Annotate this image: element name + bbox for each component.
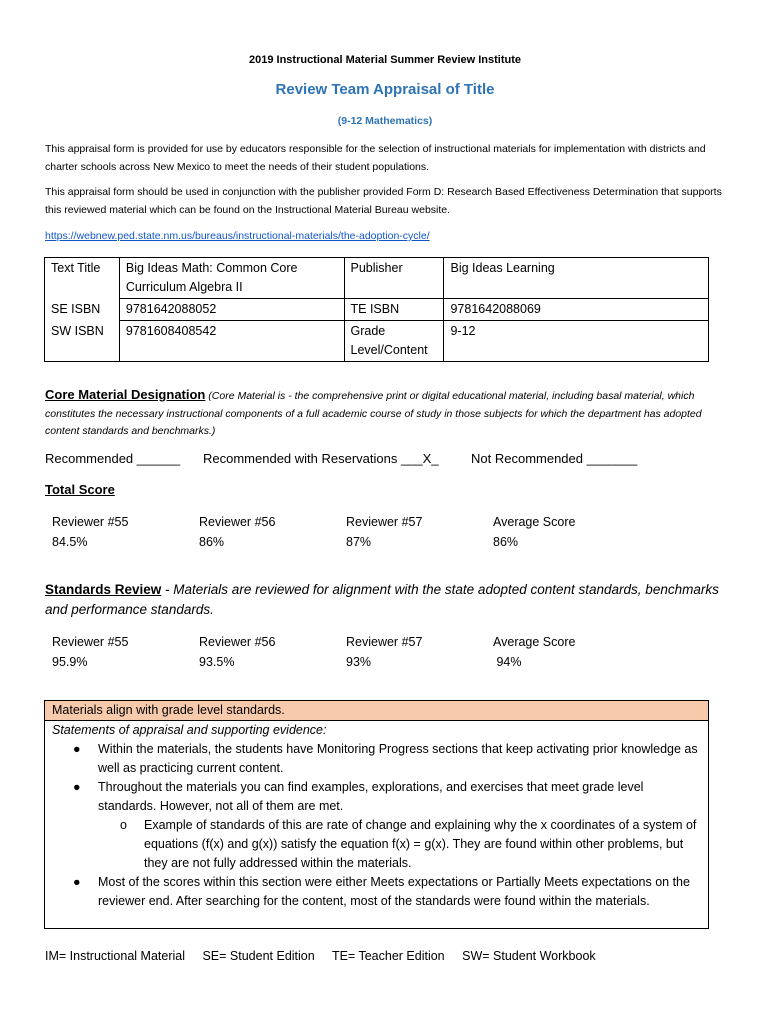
total-score-reviewer-57 — [346, 512, 422, 552]
footer-im: IM= Instructional Material — [45, 949, 185, 963]
adoption-cycle-link[interactable]: https://webnew.ped.state.nm.us/bureaus/instructional-materials/the-adoption-cycle/ — [45, 230, 430, 242]
recommended-option: Recommended ______ — [45, 451, 181, 466]
te-isbn-label: TE ISBN — [344, 299, 444, 321]
score-value: 93% — [346, 655, 372, 669]
score-value: 86% — [199, 535, 225, 549]
evidence-box — [44, 700, 709, 929]
list-item — [73, 873, 698, 911]
core-designation-heading: Core Material Designation — [45, 387, 206, 402]
intro-paragraph-2: This appraisal form should be used in conjunction with the publisher provided Form D: Research Based Effectiveness Determination that supports this reviewed material which can be found on the Instructional Material Bureau website. — [45, 186, 722, 216]
score-value: 84.5% — [52, 535, 88, 549]
score-label: Reviewer #56 — [199, 635, 276, 649]
score-label: Reviewer #56 — [199, 515, 276, 529]
sw-isbn-value: 9781608408542 — [119, 321, 344, 362]
footer-se: SE= Student Edition — [202, 949, 315, 963]
evidence-box-heading: Materials align with grade level standards. — [45, 701, 708, 721]
not-recommended-option: Not Recommended _______ — [471, 451, 638, 466]
publisher-value: Big Ideas Learning — [444, 258, 709, 299]
grade-value: 9-12 — [444, 321, 709, 362]
text-title-label: Text Title — [45, 258, 120, 299]
total-score-reviewer-56 — [199, 512, 275, 552]
total-score-reviewer-55 — [52, 512, 128, 552]
list-item-text: Example of standards of this are rate of change and explaining why the x coordinates of a system of equations (f(x) and g(x)) satisfy the equation f(x) = g(x). They are found within other problems, but they are not fully addressed within the materials. — [144, 818, 697, 870]
score-label: Reviewer #55 — [52, 635, 129, 649]
score-value: 93.5% — [199, 655, 235, 669]
te-isbn-value: 9781642088069 — [444, 299, 709, 321]
institute-title: 2019 Instructional Material Summer Review Institute — [248, 54, 522, 66]
list-item-text: Within the materials, the students have Monitoring Progress sections that keep activating prior knowledge as well as practicing current content. — [98, 742, 698, 775]
core-designation — [45, 386, 725, 441]
text-title-value: Big Ideas Math: Common Core Curriculum Algebra II — [119, 258, 344, 299]
standards-review — [45, 580, 735, 620]
list-item — [120, 816, 699, 873]
score-value: 86% — [493, 535, 519, 549]
standards-review-description: - Materials are reviewed for alignment with the state adopted content standards, benchmarks and performance standards. — [45, 582, 719, 617]
list-item-text: Most of the scores within this section were either Meets expectations or Partially Meets expectations on the reviewer end. After searching for the content, most of the standards were found within the materials. — [98, 875, 690, 908]
title-info-table — [44, 257, 709, 362]
standards-score-reviewer-57 — [346, 632, 422, 672]
page-subtitle: (9-12 Mathematics) — [337, 115, 433, 127]
total-score-heading: Total Score — [45, 482, 115, 497]
list-item — [73, 778, 698, 816]
page-title: Review Team Appraisal of Title — [275, 81, 495, 98]
score-label: Average Score — [493, 635, 576, 649]
table-row — [45, 299, 709, 321]
sw-isbn-label: SW ISBN — [45, 321, 120, 362]
table-row — [45, 258, 709, 299]
score-label: Average Score — [493, 515, 576, 529]
recommended-with-reservations-option: Recommended with Reservations ___X_ — [203, 451, 439, 466]
score-label: Reviewer #55 — [52, 515, 129, 529]
score-label: Reviewer #57 — [346, 515, 423, 529]
se-isbn-value: 9781642088052 — [119, 299, 344, 321]
standards-score-average — [493, 632, 575, 672]
abbreviation-footer — [45, 949, 610, 963]
list-item — [73, 740, 698, 778]
score-value: 87% — [346, 535, 372, 549]
footer-sw: SW= Student Workbook — [462, 949, 596, 963]
list-item-text: Throughout the materials you can find examples, explorations, and exercises that meet grade level standards. However, not all of them are met. — [98, 780, 644, 813]
score-value: 94% — [493, 655, 522, 669]
bullet-icon: ● — [73, 742, 81, 756]
table-row — [45, 321, 709, 362]
publisher-label: Publisher — [344, 258, 444, 299]
standards-score-reviewer-56 — [199, 632, 275, 672]
standards-review-heading: Standards Review — [45, 582, 162, 597]
standards-score-reviewer-55 — [52, 632, 128, 672]
sub-bullet-icon: o — [120, 818, 127, 832]
bullet-icon: ● — [73, 875, 81, 889]
footer-te: TE= Teacher Edition — [331, 949, 445, 963]
score-value: 95.9% — [52, 655, 88, 669]
core-designation-description: (Core Material is - the comprehensive print or digital educational material, including basal material, which constitutes the necessary instructional components of a full academic course of study in those subjects for which the department has adopted content standards and benchmarks.) — [45, 390, 702, 437]
grade-label: Grade Level/Content — [344, 321, 444, 362]
intro-paragraph-1: This appraisal form is provided for use by educators responsible for the selection of instructional materials for implementation with districts and charter schools across New Mexico to meet the needs of their student populations. — [45, 143, 706, 173]
score-label: Reviewer #57 — [346, 635, 423, 649]
total-score-average — [493, 512, 575, 552]
bullet-icon: ● — [73, 780, 81, 794]
evidence-box-subheading: Statements of appraisal and supporting evidence: — [52, 723, 327, 737]
se-isbn-label: SE ISBN — [45, 299, 120, 321]
